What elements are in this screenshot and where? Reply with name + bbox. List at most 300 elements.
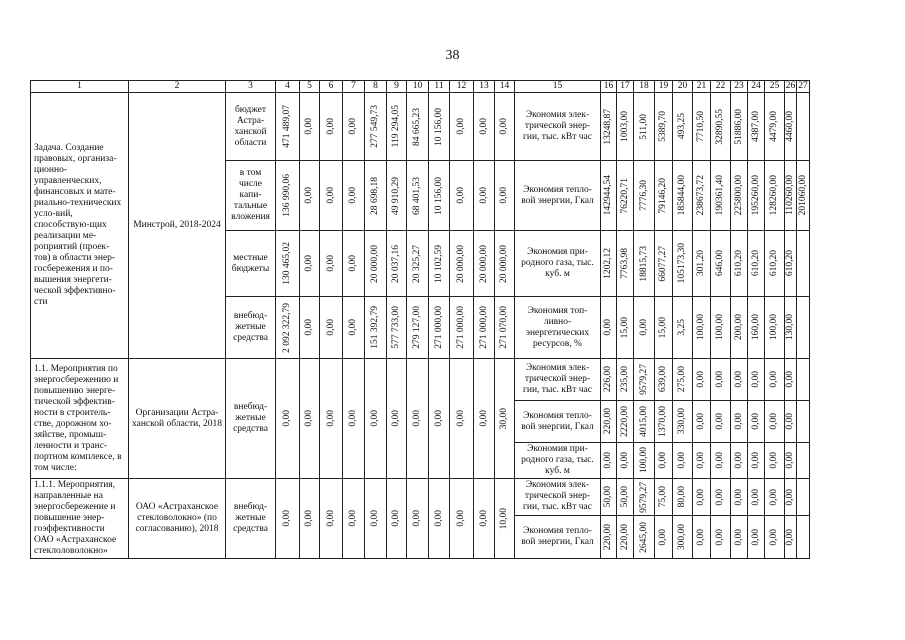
value-cell [276,479,300,559]
column-header: 23 [731,81,748,93]
indicator-value [785,401,797,443]
column-header: 20 [673,81,693,93]
indicator-value [601,479,617,516]
cell-text: 2220,00 [619,406,630,437]
indicator-value [797,515,810,558]
indicator-value [785,93,797,161]
cell-text: 0,00 [304,187,314,204]
value-cell [276,161,300,231]
indicator-value [731,515,748,558]
cell-text: 68 401,53 [412,176,422,215]
cell-text: 10,00 [499,507,509,530]
cell-text: 195260,00 [750,175,761,216]
value-cell [276,93,300,161]
indicator-value [765,161,785,231]
indicator-value [634,161,655,231]
cell-text: 0,00 [769,452,779,469]
column-header: 17 [617,81,634,93]
column-header: 10 [407,81,429,93]
indicator-value [797,93,810,161]
value-cell [387,161,407,231]
value-cell [450,161,474,231]
cell-text: 10 102,59 [433,244,444,283]
indicator-value [748,231,765,297]
cell-text: 220,00 [603,523,613,551]
cell-text: 0,00 [412,410,422,427]
cell-text: 49 910,29 [391,176,401,215]
cell-text: 0,00 [715,528,725,546]
indicator-value [731,161,748,231]
indicator-value [748,443,765,479]
value-cell [320,479,343,559]
cell-text: 0,00 [750,413,761,430]
cell-text: 30,00 [499,407,509,430]
value-cell [320,359,343,479]
cell-text: 0,00 [391,410,401,427]
indicator-value [765,231,785,297]
cell-text: 2 092 322,79 [282,302,292,353]
cell-text: 7763,98 [619,248,630,279]
indicator-value [785,231,797,297]
cell-text: 142944,54 [603,175,613,216]
indicator-value [693,443,711,479]
cell-text: 1202,12 [603,248,613,279]
cell-text: 0,00 [478,510,489,527]
column-header: 21 [693,81,711,93]
indicator-value [693,479,711,516]
cell-text: 235,00 [619,366,630,393]
indicator-value [765,443,785,479]
cell-text: 160,00 [750,314,761,341]
cell-text: 0,00 [785,452,795,469]
indicator-value [601,93,617,161]
indicator-value [673,515,693,558]
cell-text: 0,00 [348,187,358,204]
column-header: 15 [515,81,601,93]
indicator-value [797,161,810,231]
cell-text: 84 665,23 [412,107,422,146]
source-cell: внебюд-жетные средства [226,297,276,359]
indicator-name: Экономия элек-трической энер-гии, тыс. кВт час [515,93,601,161]
indicator-value [617,479,634,516]
indicator-value [731,359,748,401]
value-cell [407,479,429,559]
cell-text: 0,00 [638,319,649,336]
indicator-value [797,479,810,516]
value-cell [300,479,320,559]
cell-text: 0,00 [456,510,466,527]
value-cell [429,297,450,359]
cell-text: 226,00 [603,366,613,393]
column-header: 26 [785,81,796,91]
executor-cell: Организации Астра-ханской области, 2018 [129,359,226,479]
value-cell [300,297,320,359]
value-cell [343,161,365,231]
value-cell [343,359,365,479]
indicator-value [617,161,634,231]
column-header: 2 [129,81,226,93]
cell-text: 7776,30 [638,180,649,211]
cell-text: 271 000,00 [478,306,489,349]
cell-text: 610,20 [785,250,795,277]
indicator-value [797,231,810,297]
cell-text: 20 000,00 [370,244,380,283]
indicator-value [673,297,693,359]
value-cell [474,479,495,559]
indicator-value [655,231,673,297]
value-cell [474,93,495,161]
cell-text: 50,00 [619,486,630,508]
cell-text: 0,00 [325,319,336,336]
indicator-value [634,401,655,443]
cell-text: 646,00 [715,250,725,277]
indicator-value [693,93,711,161]
indicator-value [601,401,617,443]
value-cell [429,231,450,297]
indicator-value [617,443,634,479]
value-cell [429,479,450,559]
value-cell [300,93,320,161]
cell-text: 79146,20 [658,177,668,214]
cell-text: 0,00 [304,410,314,427]
indicator-value [601,359,617,401]
indicator-value [617,231,634,297]
cell-text: 0,00 [478,187,489,204]
indicator-value [673,479,693,516]
cell-text: 76220,71 [619,177,630,214]
cell-text: 271 000,00 [433,306,444,349]
indicator-value [785,359,797,401]
indicator-value [634,93,655,161]
cell-text: 0,00 [696,488,706,506]
cell-text: 0,00 [348,118,358,135]
cell-text: 5389,70 [658,111,668,142]
value-cell [300,161,320,231]
cell-text: 0,00 [282,510,292,527]
column-header: 6 [320,81,343,93]
cell-text: 0,00 [456,118,466,135]
task-cell: Задача. Создание правовых, организа-ционно-управленческих, финансовых и мате-риально-технических усло-вий, способствую-щих реализации ме-роприятий (проек-тов) в области энер-госбережения и по-вышения энергети-ческой эффективно-сти [31,93,129,359]
value-cell [276,231,300,297]
value-cell [365,479,387,559]
value-cell [495,231,515,297]
indicator-value [601,161,617,231]
cell-text: 20 325,27 [412,244,422,283]
cell-text: 0,00 [733,413,744,430]
indicator-value [785,479,797,516]
cell-text: 10 156,00 [433,107,444,146]
cell-text: 3,25 [677,319,687,336]
value-cell [320,161,343,231]
cell-text: 0,00 [619,452,630,469]
column-header: 3 [226,81,276,93]
cell-text: 610,20 [769,250,779,277]
indicator-value [601,231,617,297]
indicator-value [765,401,785,443]
cell-text: 190361,40 [715,175,725,216]
table-row [31,93,810,161]
cell-text: 0,00 [750,488,761,506]
indicator-value [797,401,810,443]
cell-text: 0,00 [785,528,795,546]
cell-text: 0,00 [769,371,779,388]
task-cell: 1.1. Мероприятия по энергосбережению и повышению энерге-тической эффектив-ности в строитель-стве, дорожном хо-зяйстве, промыш-ленности и транс-портном комплексе, в том числе: [31,359,129,479]
cell-text: 2645,00 [638,521,649,553]
cell-text: 0,00 [391,510,401,527]
indicator-value [617,359,634,401]
cell-text: 0,00 [478,410,489,427]
indicator-value [711,401,731,443]
value-cell [495,359,515,479]
cell-text: 20 037,16 [391,244,401,283]
indicator-value [693,297,711,359]
indicator-value [693,359,711,401]
table-row [31,479,810,516]
indicator-value [673,231,693,297]
cell-text: 610,20 [750,250,761,277]
cell-text: 4479,00 [769,111,779,142]
cell-text: 0,00 [325,118,336,135]
column-header: 8 [365,81,387,93]
indicator-value [617,515,634,558]
indicator-value [655,479,673,516]
cell-text: 15,00 [619,316,630,339]
indicator-value [765,479,785,516]
indicator-value [601,443,617,479]
cell-text: 100,00 [769,314,779,341]
indicator-value [617,401,634,443]
cell-text: 0,00 [696,452,706,469]
program-table [30,80,810,559]
cell-text: 0,00 [769,488,779,506]
cell-text: 0,00 [603,452,613,469]
cell-text: 10 156,00 [433,176,444,215]
column-header: 24 [748,81,765,93]
value-cell [387,359,407,479]
value-cell [300,231,320,297]
cell-text: 0,00 [499,187,509,204]
cell-text: 201060,00 [797,175,808,216]
column-header: 13 [474,81,495,93]
indicator-value [617,297,634,359]
indicator-value [711,479,731,516]
cell-text: 110260,00 [785,175,795,216]
cell-text: 185844,00 [677,175,687,216]
cell-text: 51886,00 [733,108,744,145]
indicator-value [711,515,731,558]
cell-text: 0,00 [304,319,314,336]
value-cell [365,297,387,359]
value-cell [450,231,474,297]
column-header: 22 [711,81,731,93]
cell-text: 471 489,07 [282,105,292,148]
indicator-value [748,515,765,558]
cell-text: 279 127,00 [412,306,422,349]
value-cell [495,479,515,559]
cell-text: 0,00 [370,510,380,527]
cell-text: 0,00 [456,187,466,204]
source-cell: бюджет Астра-ханской области [226,93,276,161]
value-cell [365,231,387,297]
cell-text: 0,00 [750,452,761,469]
value-cell [387,297,407,359]
indicator-value [748,93,765,161]
indicator-value [601,297,617,359]
executor-cell: ОАО «Астраханское стекловолокно» (по согласованию), 2018 [129,479,226,559]
cell-text: 130 465,02 [282,242,292,285]
cell-text: 50,00 [603,486,613,508]
cell-text: 20 000,00 [499,244,509,283]
source-cell: местные бюджеты [226,231,276,297]
value-cell [320,93,343,161]
value-cell [474,161,495,231]
value-cell [320,297,343,359]
cell-text: 105173,30 [677,243,687,284]
source-cell: внебюд-жетные средства [226,359,276,479]
indicator-value [634,359,655,401]
cell-text: 225800,00 [733,175,744,216]
column-header: 9 [387,81,407,93]
cell-text: 9579,27 [638,364,649,395]
indicator-value [655,297,673,359]
indicator-value [711,93,731,161]
indicator-value [731,231,748,297]
indicator-value [655,401,673,443]
source-cell: внебюд-жетные средства [226,479,276,559]
indicator-value [765,515,785,558]
cell-text: 0,00 [785,413,795,430]
cell-text: 1003,00 [619,111,630,142]
cell-text: 220,00 [619,523,630,551]
indicator-value [673,401,693,443]
column-header: 16 [601,81,617,93]
cell-text: 130,00 [785,314,795,341]
value-cell [407,359,429,479]
cell-text: 1370,00 [658,406,668,437]
indicator-value [673,443,693,479]
indicator-value [748,161,765,231]
cell-text: 0,00 [603,319,613,336]
value-cell [450,359,474,479]
indicator-value [731,443,748,479]
cell-text: 0,00 [733,488,744,506]
cell-text: 0,00 [696,413,706,430]
column-header: 11 [429,81,450,93]
cell-text: 0,00 [412,510,422,527]
cell-text: 0,00 [750,528,761,546]
cell-text: 610,20 [733,250,744,277]
cell-text: 0,00 [304,255,314,272]
value-cell [365,359,387,479]
cell-text: 0,00 [348,319,358,336]
indicator-value [731,93,748,161]
cell-text: 300,00 [677,523,687,551]
cell-text: 100,00 [696,314,706,341]
column-header: 7 [343,81,365,93]
value-cell [320,231,343,297]
indicator-value [797,297,810,359]
indicator-value [765,359,785,401]
indicator-value [634,479,655,516]
cell-text: 136 990,06 [282,174,292,217]
cell-text: 0,00 [715,413,725,430]
value-cell [495,297,515,359]
value-cell [387,93,407,161]
cell-text: 220,00 [603,408,613,435]
indicator-name: Экономия топ-ливно-энергетических ресурсов, % [515,297,601,359]
cell-text: 0,00 [348,255,358,272]
value-cell [407,93,429,161]
value-cell [343,297,365,359]
cell-text: 32890,55 [715,108,725,145]
cell-text: 4387,00 [750,111,761,142]
indicator-value [673,93,693,161]
page-number: 38 [445,48,460,63]
value-cell [365,93,387,161]
column-header: 12 [450,81,474,93]
cell-text: 13248,87 [603,108,613,145]
indicator-value [655,161,673,231]
indicator-value [785,161,797,231]
column-header: 27 [798,81,808,91]
indicator-value [711,161,731,231]
value-cell [474,359,495,479]
indicator-name: Экономия элек-трической энер-гии, тыс. кВт час [515,359,601,401]
task-cell: 1.1.1. Мероприятия, направленные на энергосбережение и повышение энер-гоэффективности ОАО «Астраханское стеклоловолокно» [31,479,129,559]
cell-text: 0,00 [325,510,336,527]
value-cell [474,297,495,359]
indicator-value [765,297,785,359]
column-header: 1 [31,81,129,93]
cell-text: 301,20 [696,250,706,277]
indicator-value [601,515,617,558]
indicator-value [634,297,655,359]
cell-text: 0,00 [658,528,668,546]
cell-text: 0,00 [733,528,744,546]
value-cell [450,297,474,359]
indicator-value [748,401,765,443]
indicator-value [748,479,765,516]
indicator-name: Экономия тепло-вой энергии, Гкал [515,401,601,443]
cell-text: 330,00 [677,408,687,435]
indicator-value [693,161,711,231]
cell-text: 200,00 [733,314,744,341]
value-cell [450,93,474,161]
executor-cell: Минстрой, 2018-2024 [129,93,226,359]
cell-text: 0,00 [733,371,744,388]
indicator-name: Экономия элек-трической энер-гии, тыс. кВт час [515,479,601,516]
cell-text: 0,00 [715,488,725,506]
cell-text: 0,00 [715,452,725,469]
value-cell [474,231,495,297]
cell-text: 238673,72 [696,175,706,216]
cell-text: 20 000,00 [478,244,489,283]
cell-text: 0,00 [348,410,358,427]
indicator-value [711,231,731,297]
indicator-name: Экономия тепло-вой энергии, Гкал [515,161,601,231]
value-cell [343,93,365,161]
cell-text: 4460,00 [785,111,795,142]
indicator-value [711,359,731,401]
indicator-value [655,359,673,401]
cell-text: 15,00 [658,316,668,339]
indicator-value [797,359,810,401]
source-cell: в том числе капи-тальные вложения [226,161,276,231]
column-header: 14 [495,81,515,93]
column-header: 5 [300,81,320,93]
indicator-value [785,297,797,359]
cell-text: 0,00 [785,371,795,388]
